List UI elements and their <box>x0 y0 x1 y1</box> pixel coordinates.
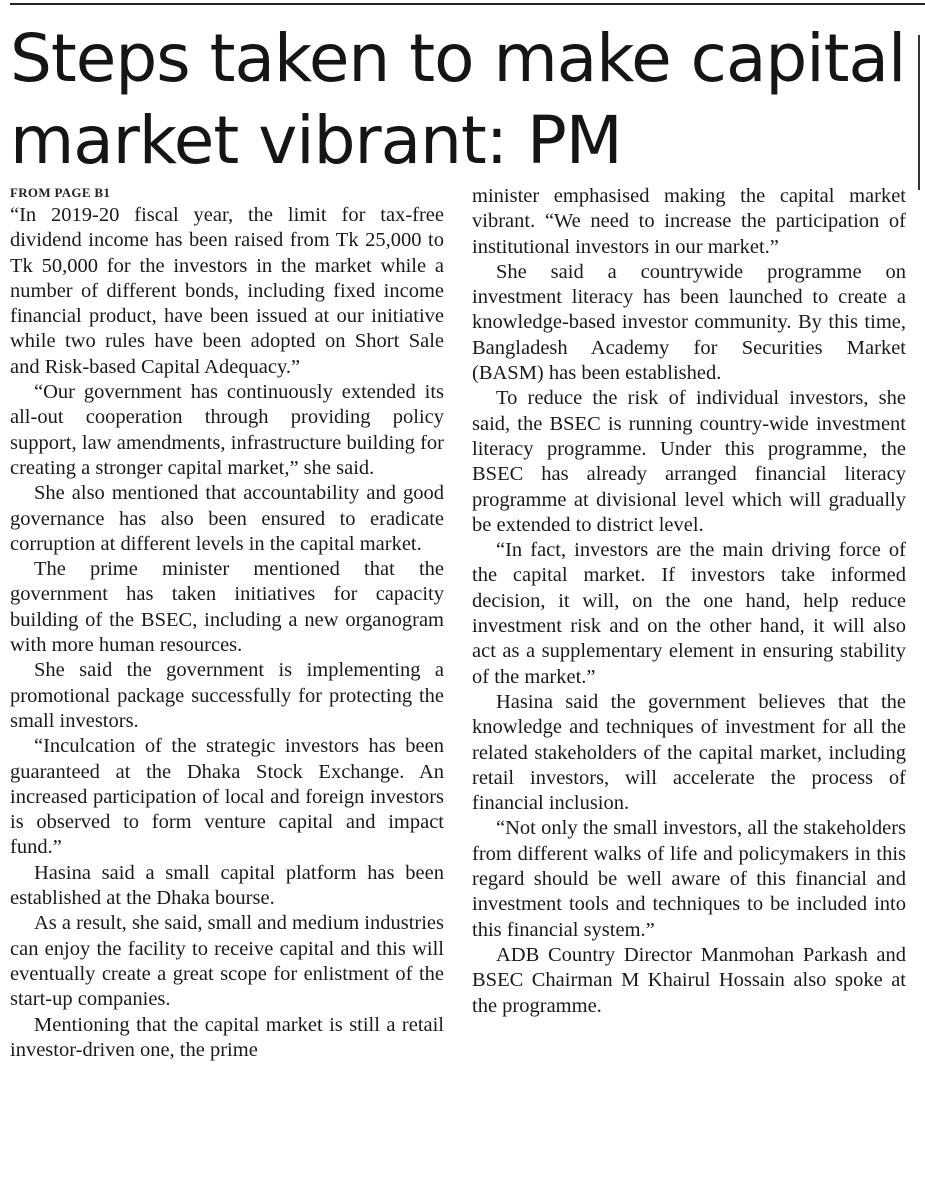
paragraph: “Inculcation of the strategic investors has been guaranteed at the Dhaka Stock Exchange. An increased participation of local and foreign investors is observed to form venture capital and impact fund.” <box>10 735 444 859</box>
article-column-left <box>10 183 444 1063</box>
headline-line-1: Steps taken to make capital <box>10 20 906 97</box>
paragraph: minister emphasised making the capital market vibrant. “We need to increase the participation of institutional investors in our market.” <box>472 185 906 258</box>
article-column-right <box>472 184 906 1019</box>
paragraph: “In 2019-20 fiscal year, the limit for tax-free dividend income has been raised from Tk 25,000 to Tk 50,000 for the investors in the market while a number of different bonds, including fixed income financial product, have been issued at our initiative while two rules have been adopted on Short Sale and Risk-based Capital Adequacy.” <box>10 204 444 378</box>
top-rule <box>10 3 925 5</box>
paragraph: She said the government is implementing a promotional package successfully for protecting the small investors. <box>10 659 444 732</box>
paragraph: “In fact, investors are the main driving force of the capital market. If investors take informed decision, it will, on the one hand, help reduce investment risk and on the other hand, it will also act as a supplementary element in ensuring stability of the market.” <box>472 539 906 688</box>
headline <box>10 18 910 182</box>
paragraph: “Our government has continuously extended its all-out cooperation through providing policy support, law amendments, infrastructure building for creating a stronger capital market,” she said. <box>10 381 444 479</box>
paragraph: As a result, she said, small and medium industries can enjoy the facility to receive capital and this will eventually create a great scope for enlistment of the start-up companies. <box>10 912 444 1011</box>
kicker: FROM PAGE B1 <box>10 185 111 200</box>
paragraph: The prime minister mentioned that the government has taken initiatives for capacity building of the BSEC, including a new organogram with more human resources. <box>10 558 444 657</box>
paragraph: Mentioning that the capital market is still a retail investor-driven one, the prime <box>10 1013 444 1061</box>
column-rule <box>918 35 920 190</box>
paragraph: Hasina said the government believes that the knowledge and techniques of investment for all the related stakeholders of the capital market, including retail investors, will accelerate the process of financial inclusion. <box>472 690 906 815</box>
paragraph: She said a countrywide programme on investment literacy has been launched to create a knowledge-based investor community. By this time, Bangladesh Academy for Securities Market (BASM) has been established. <box>472 260 906 385</box>
paragraph: Hasina said a small capital platform has been established at the Dhaka bourse. <box>10 861 444 910</box>
paragraph: “Not only the small investors, all the stakeholders from different walks of life and policymakers in this regard should be well aware of this financial and investment tools and techniques to be included into this financial system.” <box>472 817 906 941</box>
paragraph: She also mentioned that accountability and good governance has also been ensured to eradicate corruption at different levels in the capital market. <box>10 482 444 555</box>
paragraph: ADB Country Director Manmohan Parkash and BSEC Chairman M Khairul Hossain also spoke at the programme. <box>472 943 906 1017</box>
paragraph: To reduce the risk of individual investors, she said, the BSEC is running country-wide investment literacy programme. Under this programme, the BSEC has already arranged financial literacy programme at divisional level which will gradually be extended to district level. <box>472 387 906 536</box>
headline-line-2: market vibrant: PM <box>10 102 622 179</box>
